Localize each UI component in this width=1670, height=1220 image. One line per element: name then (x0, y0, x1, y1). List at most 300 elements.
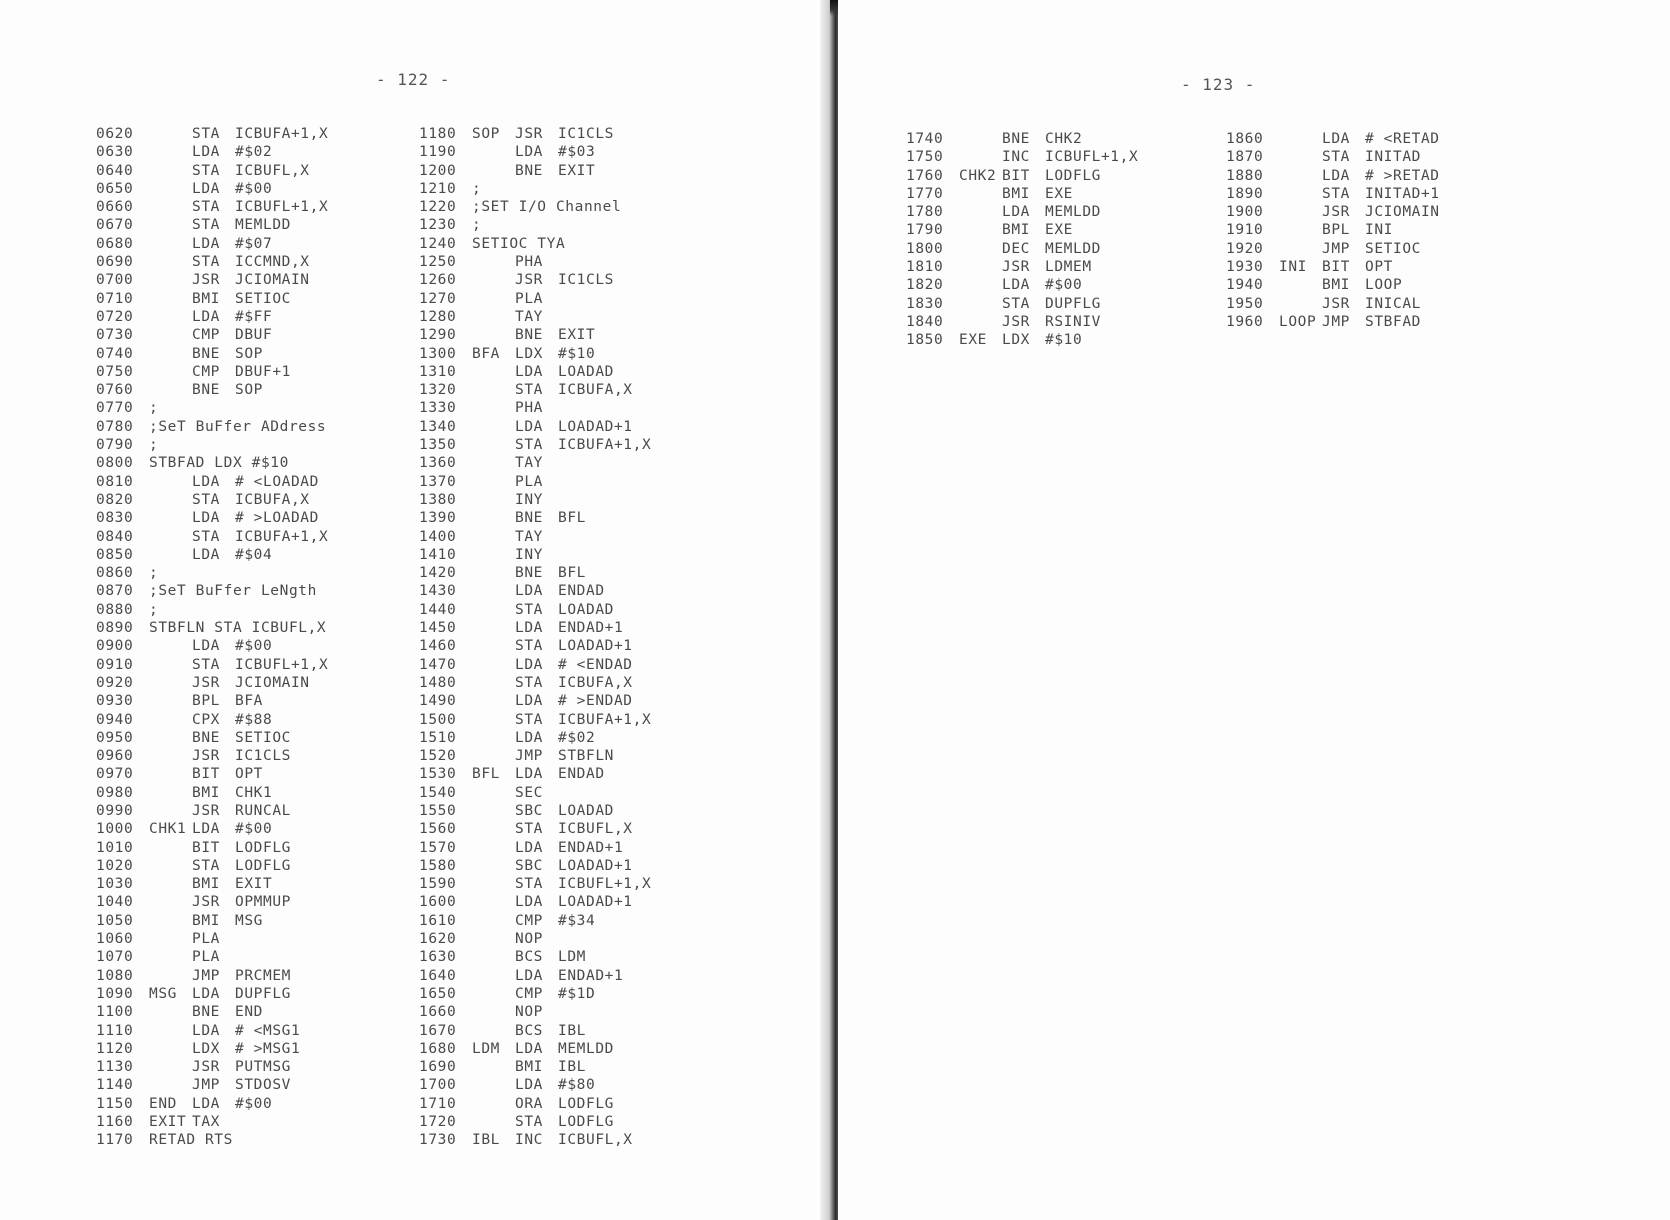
line-number: 0760 (96, 382, 134, 399)
line-number: 1370 (419, 473, 457, 490)
code-line (96, 875, 328, 893)
line-number: 1170 (96, 1132, 134, 1149)
line-number: 0830 (96, 510, 134, 527)
code-line (906, 130, 1138, 148)
code-label (472, 802, 515, 820)
code-line (419, 326, 651, 344)
line-number: 0790 (96, 437, 134, 454)
line-number: 1180 (419, 126, 457, 142)
line-number: 1250 (419, 254, 457, 271)
code-label (472, 601, 515, 619)
operand: ENDAD (558, 766, 605, 783)
line-number: 0840 (96, 528, 134, 545)
operand: DBUF (235, 327, 273, 344)
code-line (419, 271, 651, 289)
opcode: PLA (515, 290, 543, 307)
code-label (149, 381, 192, 399)
operand: IBL (558, 1059, 586, 1076)
code-label (472, 729, 515, 747)
operand: ICBUFA+1,X (558, 711, 652, 728)
code-line (419, 143, 651, 161)
opcode: LDA (192, 985, 220, 1002)
opcode: NOP (515, 931, 543, 948)
code-label: CHK2 (959, 167, 997, 184)
code-label (959, 148, 1002, 166)
operand: LOADAD (558, 802, 614, 819)
code-label (1279, 295, 1322, 313)
opcode: BCS (515, 1022, 543, 1039)
operand: SOP (235, 382, 263, 399)
code-statement: STBFLN STA ICBUFL,X (149, 620, 327, 637)
opcode: BNE (192, 1004, 220, 1021)
operand: EXIT (558, 327, 596, 344)
code-line (96, 326, 328, 344)
line-number: 1570 (419, 839, 457, 856)
opcode: BMI (1322, 277, 1350, 294)
code-line (419, 1022, 651, 1040)
opcode: INY (515, 546, 543, 563)
operand: LOADAD (558, 601, 614, 618)
line-number: 1420 (419, 565, 457, 582)
line-number: 1940 (1226, 277, 1264, 294)
code-line (96, 253, 328, 271)
operand: BFA (235, 693, 263, 710)
code-label (472, 967, 515, 985)
right-page (838, 0, 1670, 1220)
code-label (149, 180, 192, 198)
code-label (149, 528, 192, 546)
operand: BFL (558, 510, 586, 527)
operand: #$1D (558, 985, 596, 1002)
code-line (419, 582, 651, 600)
code-label (149, 802, 192, 820)
operand: #$00 (235, 821, 273, 838)
code-line (1226, 258, 1440, 276)
operand: INITAD+1 (1365, 185, 1440, 202)
code-line (419, 1131, 651, 1149)
operand: IC1CLS (235, 748, 291, 765)
operand: #$10 (1045, 332, 1083, 349)
line-number: 1120 (96, 1040, 134, 1057)
code-label (149, 656, 192, 674)
code-line (96, 345, 328, 363)
code-line (419, 509, 651, 527)
line-number: 1130 (96, 1059, 134, 1076)
operand: MEMLDD (558, 1040, 614, 1057)
opcode: STA (192, 126, 220, 142)
opcode: LDA (515, 656, 543, 673)
line-number: 0630 (96, 144, 134, 161)
code-label (149, 308, 192, 326)
code-line (96, 473, 328, 491)
code-label (149, 216, 192, 234)
opcode: SEC (515, 784, 543, 801)
code-label (472, 399, 515, 417)
code-line (419, 765, 651, 783)
code-label (472, 1095, 515, 1113)
operand: ENDAD+1 (558, 839, 624, 856)
line-number: 1950 (1226, 295, 1264, 312)
line-number: 0850 (96, 546, 134, 563)
line-number: 1690 (419, 1059, 457, 1076)
code-line (96, 674, 328, 692)
opcode: LDA (515, 583, 543, 600)
operand: PUTMSG (235, 1059, 291, 1076)
line-number: 0920 (96, 674, 134, 691)
code-line (419, 308, 651, 326)
code-label (149, 198, 192, 216)
operand: # <RETAD (1365, 131, 1440, 147)
opcode: LDA (1322, 131, 1350, 147)
code-label: LOOP (1279, 313, 1317, 330)
opcode: STA (515, 821, 543, 838)
line-number: 0780 (96, 418, 134, 435)
line-number: 0810 (96, 473, 134, 490)
code-line (96, 546, 328, 564)
code-label (472, 290, 515, 308)
code-statement: RETAD RTS (149, 1132, 233, 1149)
code-label (472, 619, 515, 637)
code-label (959, 295, 1002, 313)
code-line (96, 948, 328, 966)
opcode: PLA (515, 473, 543, 490)
opcode: STA (192, 199, 220, 216)
operand: #$04 (235, 546, 273, 563)
code-line (96, 1113, 328, 1131)
line-number: 0740 (96, 345, 134, 362)
opcode: JSR (1322, 295, 1350, 312)
line-number: 1230 (419, 217, 457, 234)
code-label (149, 912, 192, 930)
opcode: SBC (515, 802, 543, 819)
code-line (96, 1040, 328, 1058)
opcode: INC (1002, 149, 1030, 166)
line-number: 0970 (96, 766, 134, 783)
code-line (96, 1003, 328, 1021)
code-line (906, 240, 1138, 258)
operand: OPT (1365, 259, 1393, 276)
operand: RSINIV (1045, 313, 1101, 330)
opcode: CMP (192, 327, 220, 344)
line-number: 1540 (419, 784, 457, 801)
line-number: 1100 (96, 1004, 134, 1021)
opcode: STA (515, 674, 543, 691)
operand: # <ENDAD (558, 656, 633, 673)
code-line (96, 491, 328, 509)
code-label (472, 912, 515, 930)
opcode: INC (515, 1132, 543, 1149)
opcode: LDA (192, 473, 220, 490)
line-number: 0670 (96, 217, 134, 234)
line-number: 1320 (419, 382, 457, 399)
code-line (419, 1076, 651, 1094)
opcode: JSR (515, 126, 543, 142)
operand: SETIOC (1365, 240, 1421, 257)
code-label (959, 258, 1002, 276)
code-line (96, 162, 328, 180)
code-line (96, 418, 328, 436)
code-label (149, 162, 192, 180)
opcode: LDA (192, 180, 220, 197)
code-line (96, 1131, 328, 1149)
opcode: JSR (192, 894, 220, 911)
operand: LOADAD+1 (558, 857, 633, 874)
opcode: BIT (1322, 259, 1350, 276)
code-label (149, 729, 192, 747)
opcode: LDA (192, 510, 220, 527)
operand: ICBUFA+1,X (558, 437, 652, 454)
code-line (419, 546, 651, 564)
line-number: 1790 (906, 222, 944, 239)
code-label (149, 509, 192, 527)
code-line (419, 381, 651, 399)
opcode: NOP (515, 1004, 543, 1021)
code-label (472, 985, 515, 1003)
line-number: 1880 (1226, 167, 1264, 184)
opcode: BMI (1002, 222, 1030, 239)
code-line (419, 802, 651, 820)
line-number: 1900 (1226, 204, 1264, 221)
code-label (472, 875, 515, 893)
operand: LODFLG (558, 1095, 614, 1112)
line-number: 0980 (96, 784, 134, 801)
code-label (472, 857, 515, 875)
opcode: BMI (192, 876, 220, 893)
line-number: 0950 (96, 729, 134, 746)
code-line (419, 601, 651, 619)
opcode: PHA (515, 254, 543, 271)
listing-column-4 (1226, 130, 1440, 331)
code-line (96, 802, 328, 820)
code-label (959, 221, 1002, 239)
line-number: 1710 (419, 1095, 457, 1112)
code-label (472, 381, 515, 399)
line-number: 1500 (419, 711, 457, 728)
line-number: 1390 (419, 510, 457, 527)
operand: #$02 (558, 729, 596, 746)
opcode: BNE (192, 382, 220, 399)
code-line (419, 162, 651, 180)
operand: #$00 (235, 638, 273, 655)
operand: MSG (235, 912, 263, 929)
code-line (96, 1022, 328, 1040)
code-line (96, 765, 328, 783)
code-line (419, 454, 651, 472)
line-number: 0800 (96, 455, 134, 472)
code-line (419, 528, 651, 546)
code-line (419, 857, 651, 875)
code-line (906, 221, 1138, 239)
operand: CHK2 (1045, 131, 1083, 147)
code-line (96, 143, 328, 161)
code-label (149, 784, 192, 802)
line-number: 1000 (96, 821, 134, 838)
code-line (1226, 221, 1440, 239)
line-number: 0700 (96, 272, 134, 289)
opcode: BMI (192, 290, 220, 307)
line-number: 1780 (906, 204, 944, 221)
code-label (959, 313, 1002, 331)
code-label (472, 418, 515, 436)
code-label (959, 240, 1002, 258)
code-label (472, 271, 515, 289)
line-number: 1150 (96, 1095, 134, 1112)
opcode: STA (192, 857, 220, 874)
opcode: TAY (515, 308, 543, 325)
opcode: LDA (192, 308, 220, 325)
line-number: 0620 (96, 126, 134, 142)
code-label (149, 967, 192, 985)
code-line (419, 363, 651, 381)
listing-column-3 (906, 130, 1138, 350)
code-line (1226, 167, 1440, 185)
code-line (96, 637, 328, 655)
code-line (96, 454, 328, 472)
code-label (149, 363, 192, 381)
code-line (906, 203, 1138, 221)
operand: SETIOC (235, 729, 291, 746)
line-number: 1520 (419, 748, 457, 765)
operand: ICBUFL+1,X (235, 199, 329, 216)
line-number: 1800 (906, 240, 944, 257)
line-number: 1240 (419, 235, 457, 252)
code-label (149, 674, 192, 692)
line-number: 1750 (906, 149, 944, 166)
operand: # >RETAD (1365, 167, 1440, 184)
code-statement: ; (472, 180, 482, 197)
line-number: 1860 (1226, 131, 1264, 147)
opcode: DEC (1002, 240, 1030, 257)
code-line (419, 839, 651, 857)
operand: JCIOMAIN (1365, 204, 1440, 221)
opcode: LDX (515, 345, 543, 362)
code-line (96, 198, 328, 216)
code-label (1279, 148, 1322, 166)
operand: ICBUFL,X (235, 162, 310, 179)
code-line (419, 820, 651, 838)
line-number: 0770 (96, 400, 134, 417)
line-number: 1700 (419, 1077, 457, 1094)
code-label (149, 143, 192, 161)
opcode: STA (515, 437, 543, 454)
code-line (906, 276, 1138, 294)
opcode: STA (192, 656, 220, 673)
code-line (96, 930, 328, 948)
code-label (149, 326, 192, 344)
code-line (419, 930, 651, 948)
code-line (96, 1095, 328, 1113)
code-label (472, 711, 515, 729)
opcode: LDA (1322, 167, 1350, 184)
operand: INICAL (1365, 295, 1421, 312)
code-label: EXE (959, 332, 987, 349)
opcode: PHA (515, 400, 543, 417)
line-number: 1340 (419, 418, 457, 435)
code-label (149, 473, 192, 491)
operand: # <LOADAD (235, 473, 319, 490)
opcode: BNE (515, 510, 543, 527)
line-number: 1050 (96, 912, 134, 929)
line-number: 1600 (419, 894, 457, 911)
operand: ICBUFA+1,X (235, 528, 329, 545)
opcode: JMP (192, 1077, 220, 1094)
code-label (149, 839, 192, 857)
code-line (419, 893, 651, 911)
operand: ICBUFA,X (235, 491, 310, 508)
code-label: END (149, 1095, 177, 1112)
operand: END (235, 1004, 263, 1021)
code-statement: ; (149, 565, 159, 582)
line-number: 0870 (96, 583, 134, 600)
line-number: 1440 (419, 601, 457, 618)
operand: ICBUFL,X (558, 821, 633, 838)
opcode: STA (192, 217, 220, 234)
code-line (419, 1003, 651, 1021)
line-number: 1470 (419, 656, 457, 673)
opcode: CMP (192, 363, 220, 380)
code-label (472, 473, 515, 491)
code-label (472, 363, 515, 381)
code-label (1279, 276, 1322, 294)
line-number: 0690 (96, 254, 134, 271)
code-line (419, 1113, 651, 1131)
opcode: LDA (1002, 277, 1030, 294)
code-line (906, 331, 1138, 349)
operand: SOP (235, 345, 263, 362)
opcode: JMP (1322, 240, 1350, 257)
operand: MEMLDD (235, 217, 291, 234)
line-number: 1400 (419, 528, 457, 545)
line-number: 1740 (906, 131, 944, 147)
code-line (419, 235, 651, 253)
opcode: BMI (1002, 185, 1030, 202)
code-label (472, 674, 515, 692)
operand: DBUF+1 (235, 363, 291, 380)
operand: ENDAD+1 (558, 967, 624, 984)
opcode: BCS (515, 949, 543, 966)
code-label (472, 948, 515, 966)
opcode: STA (192, 162, 220, 179)
opcode: JMP (515, 748, 543, 765)
line-number: 1260 (419, 272, 457, 289)
code-line (419, 418, 651, 436)
code-line (96, 820, 328, 838)
line-number: 0730 (96, 327, 134, 344)
opcode: JSR (1322, 204, 1350, 221)
opcode: JMP (192, 967, 220, 984)
code-line (1226, 276, 1440, 294)
opcode: STA (192, 491, 220, 508)
code-label (149, 1040, 192, 1058)
code-statement: ; (149, 400, 159, 417)
code-line (96, 528, 328, 546)
code-label (149, 692, 192, 710)
code-line (419, 729, 651, 747)
code-line (96, 564, 328, 582)
code-line (96, 290, 328, 308)
code-label (472, 143, 515, 161)
operand: EXE (1045, 185, 1073, 202)
code-line (419, 180, 651, 198)
operand: LODFLG (558, 1114, 614, 1131)
code-line (419, 674, 651, 692)
code-label (472, 546, 515, 564)
code-line (96, 601, 328, 619)
code-label (959, 185, 1002, 203)
line-number: 1530 (419, 766, 457, 783)
operand: ICBUFA,X (558, 382, 633, 399)
code-line (96, 619, 328, 637)
